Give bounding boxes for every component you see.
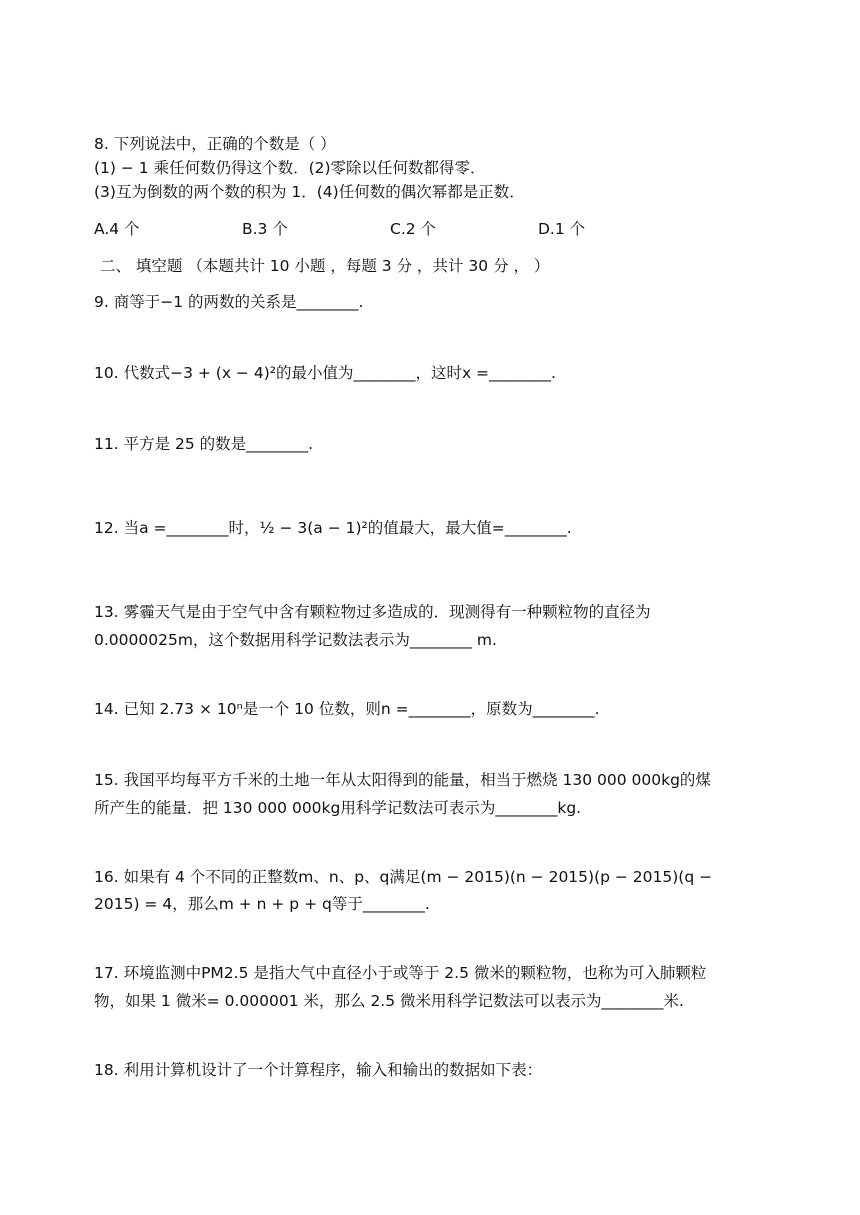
question-12: 12. 当a =________时，½ − 3(a − 1)²的值最大，最大值=________. (94, 519, 572, 537)
question-11: 11. 平方是 25 的数是________. (94, 435, 314, 453)
question-8-option-a: A.4 个 (94, 220, 140, 238)
question-8-option-d: D.1 个 (538, 220, 586, 238)
question-16-line-2: 2015) = 4，那么m + n + p + q等于________. (94, 895, 430, 913)
question-8-statement-line-1: (1) − 1 乘任何数仍得这个数．(2)零除以任何数都得零． (94, 159, 486, 177)
question-17-line-1: 17. 环境监测中PM2.5 是指大气中直径小于或等于 2.5 微米的颗粒物，也称为可入肺颗粒 (94, 964, 707, 982)
question-8-statement-line-2: (3)互为倒数的两个数的积为 1．(4)任何数的偶次幂都是正数． (94, 183, 525, 201)
question-16-line-1: 16. 如果有 4 个不同的正整数m、n、p、q满足(m − 2015)(n − 2015)(p − 2015)(q − (94, 868, 713, 886)
question-18: 18. 利用计算机设计了一个计算程序，输入和输出的数据如下表： (94, 1061, 543, 1079)
section-2-heading: 二、 填空题 （本题共计 10 小题 ，每题 3 分 ，共计 30 分 ， ） (100, 257, 550, 275)
question-13-line-2: 0.0000025m，这个数据用科学记数法表示为________ m. (94, 631, 497, 649)
question-8-stem: 8. 下列说法中，正确的个数是（ ） (94, 135, 336, 153)
question-9: 9. 商等于−1 的两数的关系是________. (94, 293, 364, 311)
question-8-option-c: C.2 个 (390, 220, 437, 238)
question-8-option-b: B.3 个 (242, 220, 288, 238)
question-15-line-1: 15. 我国平均每平方千米的土地一年从太阳得到的能量，相当于燃烧 130 000 000kg的煤 (94, 771, 711, 789)
question-10: 10. 代数式−3 + (x − 4)²的最小值为________，这时x =________. (94, 364, 556, 382)
question-13-line-1: 13. 雾霾天气是由于空气中含有颗粒物过多造成的．现测得有一种颗粒物的直径为 (94, 603, 651, 621)
question-14: 14. 已知 2.73 × 10ⁿ是一个 10 位数，则n =________，原数为________. (94, 700, 600, 718)
question-17-line-2: 物，如果 1 微米= 0.000001 米，那么 2.5 微米用科学记数法可以表示为________米. (94, 992, 684, 1010)
question-15-line-2: 所产生的能量．把 130 000 000kg用科学记数法可表示为________kg. (94, 799, 582, 817)
